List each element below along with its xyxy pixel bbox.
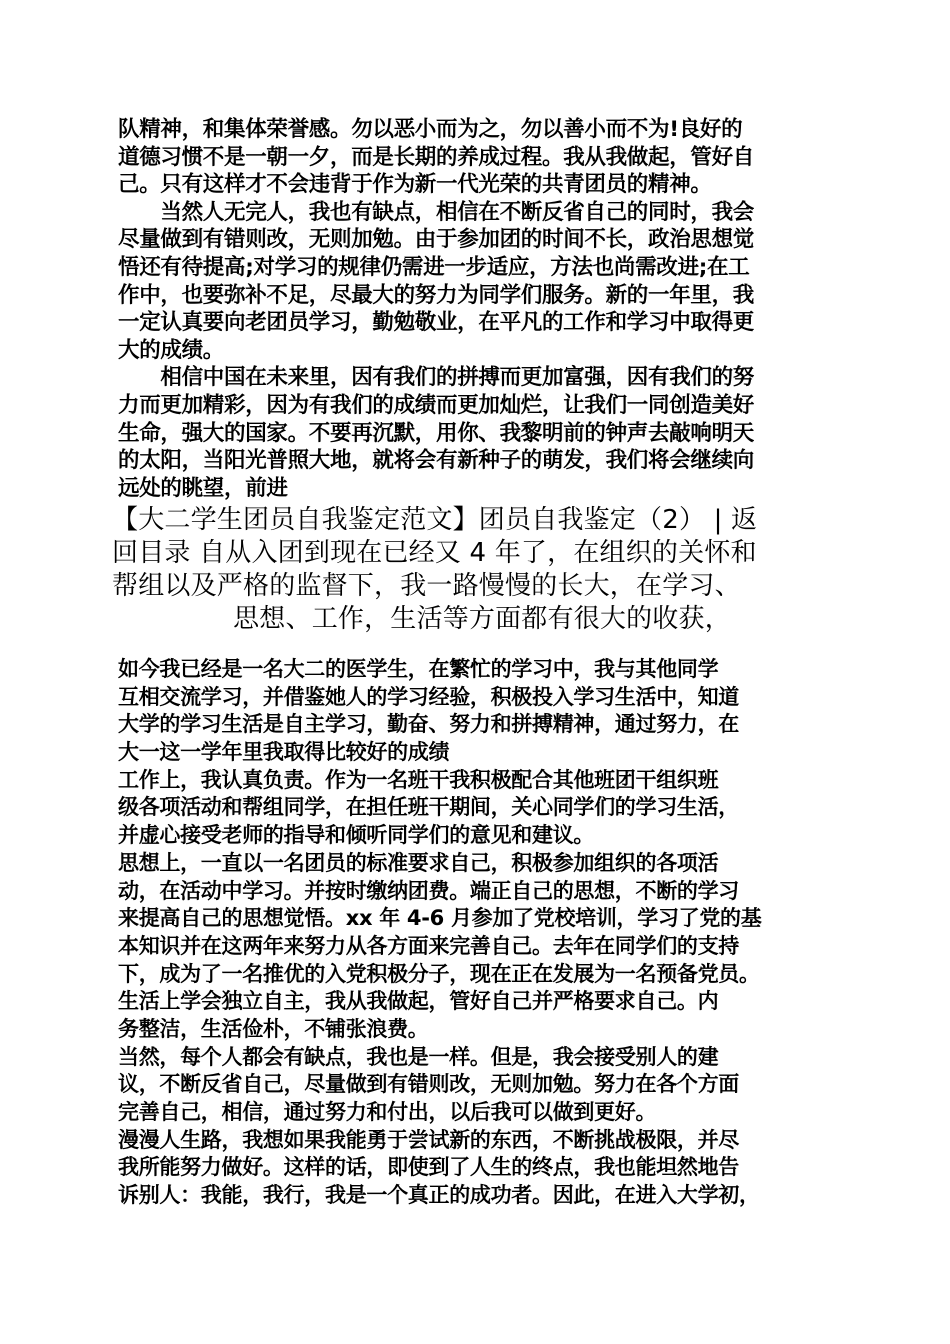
text-line: 道德习惯不是一朝一夕，而是长期的养成过程。我从我做起，管好自 [118,144,755,170]
heading-line: 【大二学生团员自我鉴定范文】团员自我鉴定（2） | 返 [112,505,758,535]
text-line: 完善自己，相信，通过努力和付出，以后我可以做到更好。 [118,1100,657,1124]
text-line: 大一这一学年里我取得比较好的成绩 [118,740,450,765]
text-line: 漫漫人生路，我想如果我能勇于尝试新的东西，不断挑战极限，并尽 [118,1127,739,1152]
text-line: 大的成绩。 [118,337,225,363]
text-line: 相信中国在未来里，因有我们的拼搏而更加富强，因有我们的努 [118,365,755,391]
text-line: 大学的学习生活是自主学习，勤奋、努力和拼搏精神，通过努力，在 [118,712,739,737]
text-line: 力而更加精彩，因为有我们的成绩而更加灿烂，让我们一同创造美好 [118,392,755,418]
heading-line: 回目录 自从入团到现在已经又 4 年了，在组织的关怀和 [112,538,757,568]
text-line: 下，成为了一名推优的入党积极分子，现在正在发展为一名预备党员。 [118,961,760,986]
text-line: 当然人无完人，我也有缺点，相信在不断反省自己的同时，我会 [118,199,755,225]
text-line: 悟还有待提高;对学习的规律仍需进一步适应，方法也尚需改进;在工 [118,254,750,280]
section-heading [112,504,852,636]
text-line: 当然，每个人都会有缺点，我也是一样。但是，我会接受别人的建 [118,1044,719,1069]
text-line: 议，不断反省自己，尽量做到有错则改，无则加勉。努力在各个方面 [118,1072,739,1097]
text-line: 本知识并在这两年来努力从各方面来完善自己。去年在同学们的支持 [118,933,739,958]
text-line: 尽量做到有错则改，无则加勉。由于参加团的时间不长，政治思想觉 [118,227,755,253]
text-line: 我所能努力做好。这样的话，即使到了人生的终点，我也能坦然地告 [118,1155,739,1180]
text-line: 远处的眺望，前进 [118,475,288,501]
text-line: 互相交流学习，并借鉴她人的学习经验，积极投入学习生活中，知道 [118,684,739,709]
heading-line: 帮组以及严格的监督下，我一路慢慢的长大，在学习、 [112,571,741,601]
text-line: 如今我已经是一名大二的医学生，在繁忙的学习中，我与其他同学 [118,657,719,681]
paragraph-group-1 [118,116,848,502]
text-line: 工作上，我认真负责。作为一名班干我积极配合其他班团干组织班 [118,767,719,792]
text-line: 生活上学会独立自主，我从我做起，管好自己并严格要求自己。内 [118,989,719,1014]
text-line: 思想上，一直以一名团员的标准要求自己，积极参加组织的各项活 [118,850,719,875]
heading-line: 思想、工作，生活等方面都有很大的收获， [233,604,731,634]
text-line: 并虚心接受老师的指导和倾听同学们的意见和建议。 [118,823,595,848]
paragraph-group-2 [118,656,848,1210]
text-line: 一定认真要向老团员学习，勤勉敬业，在平凡的工作和学习中取得更 [118,310,755,336]
text-line: 己。只有这样才不会违背于作为新一代光荣的共青团员的精神。 [118,172,712,198]
text-line: 级各项活动和帮组同学，在担任班干期间，关心同学们的学习生活， [118,795,739,820]
text-line: 来提高自己的思想觉悟。xx 年 4-6 月参加了党校培训，学习了党的基 [118,906,762,931]
text-line: 生命，强大的国家。不要再沉默，用你、我黎明前的钟声去敲响明天 [118,420,755,446]
text-line: 诉别人：我能，我行，我是一个真正的成功者。因此，在进入大学初， [118,1183,760,1208]
text-line: 务整洁，生活俭朴，不铺张浪费。 [118,1016,429,1041]
text-line: 动，在活动中学习。并按时缴纳团费。端正自己的思想，不断的学习 [118,878,739,903]
text-line: 的太阳，当阳光普照大地，就将会有新种子的萌发，我们将会继续向 [118,448,755,474]
text-line: 作中，也要弥补不足，尽最大的努力为同学们服务。新的一年里，我 [118,282,755,308]
text-line: 队精神，和集体荣誉感。勿以恶小而为之，勿以善小而不为!良好的 [118,117,743,142]
